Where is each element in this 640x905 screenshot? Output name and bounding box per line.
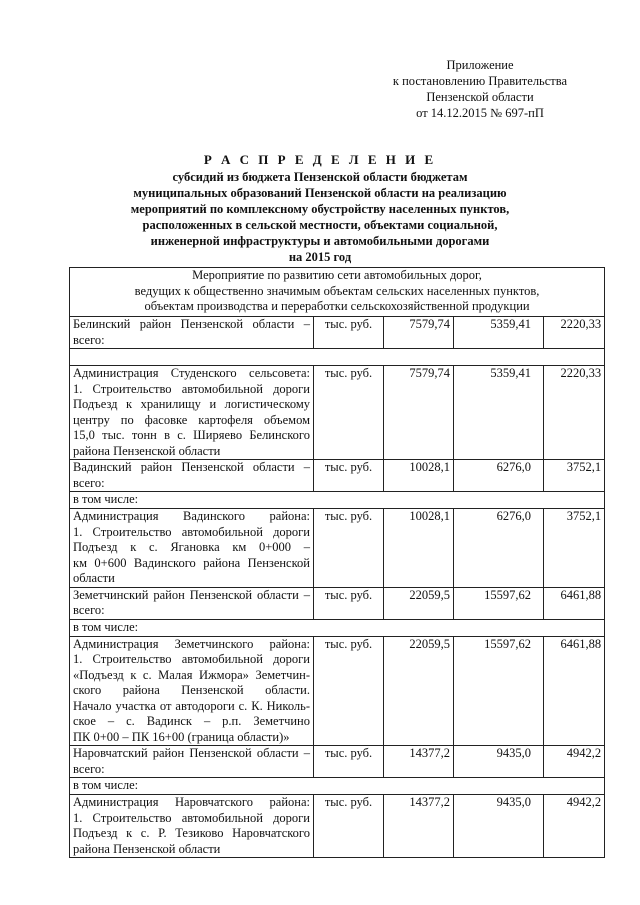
local-value-cell: 4942,2	[544, 746, 605, 778]
unit-cell: тыс. руб.	[314, 509, 384, 588]
unit-cell: тыс. руб.	[314, 636, 384, 746]
row-name-line: 1. Строительство автомобильной дороги	[73, 381, 310, 396]
subsidy-table-body	[70, 268, 605, 858]
row-name-line: ПК 0+00 – ПК 16+00 (граница области)»	[73, 729, 290, 744]
table-header-row	[70, 268, 605, 317]
total-value-cell: 22059,5	[384, 587, 454, 619]
row-name-line: ское – с. Вадинск – р.п. Земетчино	[73, 714, 310, 728]
unit-cell: тыс. руб.	[314, 460, 384, 492]
table-row	[70, 317, 605, 349]
row-name-line: всего:	[73, 332, 105, 347]
regional-value-cell: 9435,0	[454, 795, 544, 858]
row-name-cell	[70, 509, 314, 588]
total-value-cell: 7579,74	[384, 366, 454, 460]
regional-value-cell: 15597,62	[454, 587, 544, 619]
row-name-line: Подъезд к хранилищу и логистическому	[73, 397, 310, 411]
total-value-cell: 10028,1	[384, 509, 454, 588]
regional-value-cell: 5359,41	[454, 317, 544, 349]
appendix-line: от 14.12.2015 № 697-пП	[416, 106, 544, 120]
local-value-cell: 3752,1	[544, 509, 605, 588]
appendix-line: к постановлению Правительства	[392, 74, 568, 88]
regional-value-cell: 5359,41	[454, 366, 544, 460]
row-name-line: Администрация Наровчатского района:	[73, 795, 310, 809]
row-name-line: 15,0 тыс. тонн в с. Ширяево Белинского	[73, 428, 310, 442]
row-name-cell	[70, 587, 314, 619]
row-name-cell	[70, 746, 314, 778]
header-line: объектам производства и переработки сельскохозяйственной продукции	[144, 299, 530, 313]
row-name-cell	[70, 636, 314, 746]
title-line: мероприятий по комплексному обустройству населенных пунктов,	[130, 202, 510, 216]
regional-value-cell: 6276,0	[454, 509, 544, 588]
title-line: на 2015 год	[288, 250, 352, 264]
table-row	[70, 746, 605, 778]
row-name-line: Начало участка от автодороги с. К. Николь-	[73, 698, 310, 713]
table-row	[70, 587, 605, 619]
appendix-line: Приложение	[446, 58, 514, 72]
row-name-line: центру по фасовке картофеля объемом	[73, 412, 310, 427]
appendix-block	[380, 57, 580, 121]
row-name-line: «Подъезд к с. Малая Ижмора» Земетчин-	[73, 667, 310, 682]
row-name-line: всего:	[73, 475, 105, 490]
table-subheader-row	[70, 349, 605, 366]
title-heading: Р А С П Р Е Д Е Л Е Н И Е	[203, 152, 437, 167]
row-name-line: 1. Строительство автомобильной дороги	[73, 652, 310, 666]
row-name-line: 1. Строительство автомобильной дороги	[73, 810, 310, 825]
row-name-line: Вадинский район Пензенской области –	[73, 460, 310, 474]
document-title	[72, 152, 568, 265]
table-subheader-row	[70, 778, 605, 795]
regional-value-cell: 15597,62	[454, 636, 544, 746]
row-name-line: области	[73, 571, 115, 585]
local-value-cell: 6461,88	[544, 636, 605, 746]
local-value-cell: 2220,33	[544, 366, 605, 460]
table-subheader-row	[70, 619, 605, 636]
row-name-line: района Пензенской области	[73, 443, 221, 458]
row-name-line: ского района Пензенской области.	[73, 683, 310, 697]
local-value-cell: 2220,33	[544, 317, 605, 349]
local-value-cell: 6461,88	[544, 587, 605, 619]
title-line: расположенных в сельской местности, объектами социальной,	[142, 218, 498, 232]
local-value-cell: 3752,1	[544, 460, 605, 492]
header-line: ведущих к общественно значимым объектам сельских населенных пунктов,	[134, 283, 540, 298]
row-name-line: района Пензенской области	[73, 841, 221, 856]
row-name-line: всего:	[73, 603, 105, 617]
table-row	[70, 460, 605, 492]
row-name-line: Администрация Вадинского района:	[73, 509, 310, 523]
title-line: субсидий из бюджета Пензенской области бюджетам	[172, 170, 468, 184]
total-value-cell: 7579,74	[384, 317, 454, 349]
subsidy-table	[69, 267, 605, 858]
appendix-line: Пензенской области	[426, 90, 534, 104]
row-name-line: Подъезд к с. Ягановка км 0+000 –	[73, 540, 310, 554]
subheader-cell: в том числе:	[70, 492, 605, 509]
row-name-line: км 0+600 Вадинского района Пензенской	[73, 555, 310, 570]
row-name-line: 1. Строительство автомобильной дороги	[73, 524, 310, 539]
row-name-line: Белинский район Пензенской области –	[73, 317, 310, 331]
table-row	[70, 366, 605, 460]
total-value-cell: 14377,2	[384, 795, 454, 858]
subheader-cell: в том числе:	[70, 619, 605, 636]
total-value-cell: 10028,1	[384, 460, 454, 492]
title-line: инженерной инфраструктуры и автомобильными дорогами	[150, 234, 490, 248]
table-row	[70, 509, 605, 588]
subheader-cell	[70, 349, 605, 366]
unit-cell: тыс. руб.	[314, 795, 384, 858]
local-value-cell: 4942,2	[544, 795, 605, 858]
table-header-cell	[70, 268, 605, 317]
regional-value-cell: 9435,0	[454, 746, 544, 778]
unit-cell: тыс. руб.	[314, 746, 384, 778]
row-name-line: Администрация Земетчинского района:	[73, 636, 310, 651]
subheader-cell: в том числе:	[70, 778, 605, 795]
row-name-line: всего:	[73, 761, 105, 776]
unit-cell: тыс. руб.	[314, 317, 384, 349]
row-name-line: Администрация Студенского сельсовета:	[73, 366, 310, 380]
total-value-cell: 22059,5	[384, 636, 454, 746]
row-name-line: Подъезд к с. Р. Тезиково Наровчатского	[73, 826, 310, 840]
unit-cell: тыс. руб.	[314, 587, 384, 619]
regional-value-cell: 6276,0	[454, 460, 544, 492]
table-row	[70, 795, 605, 858]
unit-cell: тыс. руб.	[314, 366, 384, 460]
row-name-cell	[70, 460, 314, 492]
row-name-cell	[70, 795, 314, 858]
row-name-line: Земетчинский район Пензенской области –	[73, 587, 310, 602]
row-name-cell	[70, 317, 314, 349]
total-value-cell: 14377,2	[384, 746, 454, 778]
title-line: муниципальных образований Пензенской области на реализацию	[133, 186, 507, 200]
row-name-cell	[70, 366, 314, 460]
table-subheader-row	[70, 492, 605, 509]
row-name-line: Наровчатский район Пензенской области –	[73, 746, 310, 760]
table-row	[70, 636, 605, 746]
header-line: Мероприятие по развитию сети автомобильных дорог,	[192, 268, 482, 282]
